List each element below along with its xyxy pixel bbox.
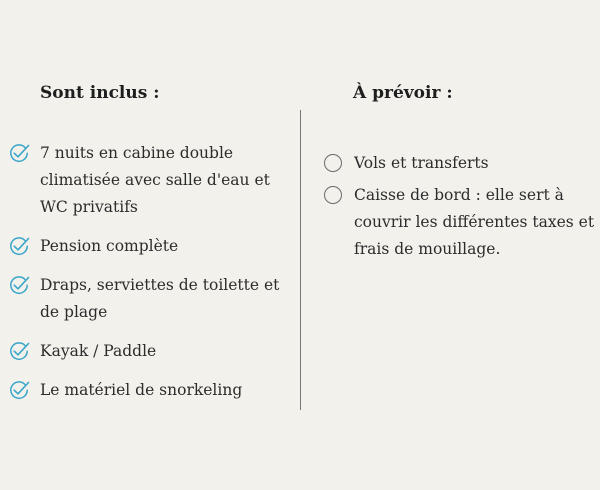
extras-list xyxy=(322,150,597,268)
included-item-kayak xyxy=(8,338,293,365)
check-circle-icon xyxy=(8,340,30,362)
check-circle-icon xyxy=(8,142,30,164)
check-circle-icon xyxy=(8,274,30,296)
included-item-label: 7 nuits en cabine double climatisée avec salle d'eau et WC privatifs xyxy=(40,144,270,216)
included-item-cabin xyxy=(8,140,293,221)
check-circle-icon xyxy=(8,235,30,257)
included-item-label: Kayak / Paddle xyxy=(40,342,157,360)
included-item-label: Pension complète xyxy=(40,237,179,255)
extras-item-flights xyxy=(322,150,597,177)
included-item-label: Draps, serviettes de toilette et de plage xyxy=(40,276,280,321)
included-item-snorkeling xyxy=(8,377,293,404)
included-item-linens xyxy=(8,272,293,326)
extras-heading: À prévoir : xyxy=(353,83,453,103)
column-divider xyxy=(300,110,301,410)
check-circle-icon xyxy=(8,379,30,401)
included-list xyxy=(8,140,293,416)
empty-circle-icon xyxy=(324,154,342,172)
included-item-board xyxy=(8,233,293,260)
empty-circle-icon xyxy=(324,186,342,204)
included-item-label: Le matériel de snorkeling xyxy=(40,381,243,399)
extras-item-label: Caisse de bord : elle sert à couvrir les différentes taxes et frais de mouillage. xyxy=(354,186,595,258)
extras-item-kitty xyxy=(322,182,597,263)
included-heading: Sont inclus : xyxy=(40,83,160,103)
extras-item-label: Vols et transferts xyxy=(354,154,489,172)
